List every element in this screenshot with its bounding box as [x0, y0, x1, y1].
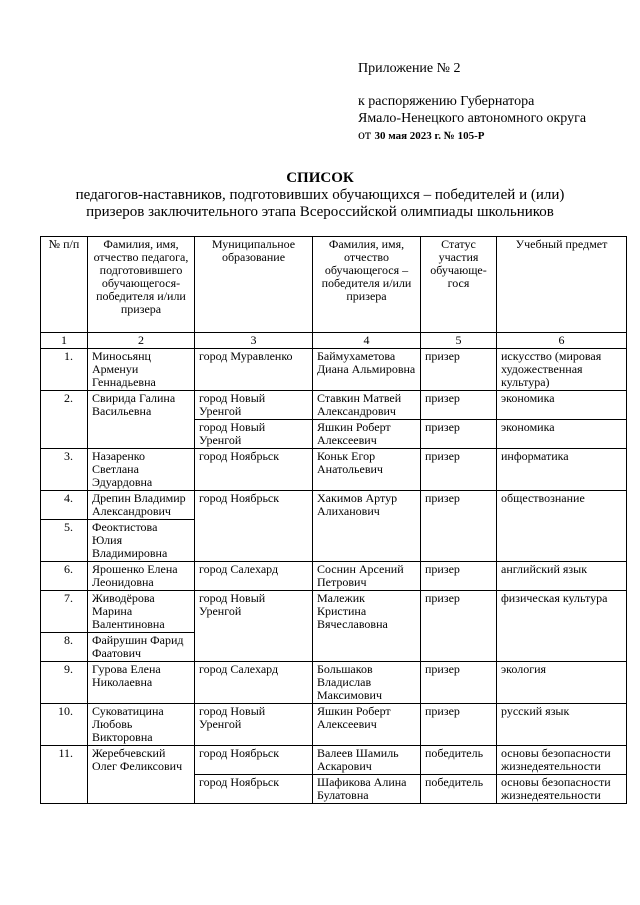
teacher-name: Назаренко Светлана Эдуардовна — [88, 449, 195, 491]
header-cell: Учебный предмет — [497, 237, 627, 333]
municipality: город Ноябрьск — [195, 449, 313, 491]
student-name: Яшкин Роберт Алексеевич — [313, 704, 421, 746]
row-number: 11. — [41, 746, 88, 804]
row-number: 9. — [41, 662, 88, 704]
student-name: Коньк Егор Анатольевич — [313, 449, 421, 491]
subject: экология — [497, 662, 627, 704]
table-row — [41, 449, 627, 491]
appendix-number: Приложение № 2 — [358, 61, 461, 76]
municipality: город Новый Уренгой — [195, 420, 313, 449]
municipality: город Ноябрьск — [195, 746, 313, 775]
teacher-name: Свирида Галина Васильевна — [88, 391, 195, 449]
teacher-name: Миносьянц Арменуи Геннадьевна — [88, 349, 195, 391]
subject: обществознание — [497, 491, 627, 562]
column-number-row — [41, 333, 627, 349]
document-title — [0, 170, 640, 221]
table-row — [41, 591, 627, 633]
teacher-name: Гурова Елена Николаевна — [88, 662, 195, 704]
row-number: 5. — [41, 520, 88, 562]
municipality: город Салехард — [195, 662, 313, 704]
table-row — [41, 391, 627, 420]
municipality: город Новый Уренгой — [195, 391, 313, 420]
teacher-name: Феоктистова Юлия Владимировна — [88, 520, 195, 562]
teachers-table — [40, 236, 627, 804]
subject: основы безопасности жизнедеятельности — [497, 746, 627, 775]
municipality: город Ноябрьск — [195, 491, 313, 562]
column-number: 3 — [195, 333, 313, 349]
subject: экономика — [497, 391, 627, 420]
status: призер — [421, 449, 497, 491]
column-number: 2 — [88, 333, 195, 349]
title-head: СПИСОК — [286, 170, 354, 186]
student-name: Соснин Арсений Петрович — [313, 562, 421, 591]
row-number: 1. — [41, 349, 88, 391]
status: призер — [421, 349, 497, 391]
teacher-name: Жеребчевский Олег Феликсович — [88, 746, 195, 804]
municipality: город Салехард — [195, 562, 313, 591]
table-row — [41, 349, 627, 391]
table-row — [41, 704, 627, 746]
student-name: Шафикова Алина Булатовна — [313, 775, 421, 804]
status: призер — [421, 391, 497, 420]
subject: английский язык — [497, 562, 627, 591]
status: призер — [421, 562, 497, 591]
header-cell: Муниципальное образование — [195, 237, 313, 333]
subject: русский язык — [497, 704, 627, 746]
row-number: 2. — [41, 391, 88, 449]
header-cell: Фамилия, имя, отчество обучающегося – победителя и/или призера — [313, 237, 421, 333]
column-number: 5 — [421, 333, 497, 349]
student-name: Баймухаметова Диана Альмировна — [313, 349, 421, 391]
appendix-from: от — [358, 128, 371, 143]
appendix-date-line — [358, 127, 586, 145]
status: призер — [421, 420, 497, 449]
municipality: город Новый Уренгой — [195, 591, 313, 662]
student-name: Яшкин Роберт Алексеевич — [313, 420, 421, 449]
status: призер — [421, 704, 497, 746]
student-name: Малежик Кристина Вячеславовна — [313, 591, 421, 662]
teacher-name: Суковатицина Любовь Викторовна — [88, 704, 195, 746]
subject: основы безопасности жизнедеятельности — [497, 775, 627, 804]
appendix-to: к распоряжению Губернатора — [358, 94, 535, 109]
table-row — [41, 746, 627, 775]
appendix-date-number: 30 мая 2023 г. № 105-Р — [374, 130, 485, 142]
row-number: 6. — [41, 562, 88, 591]
student-name: Валеев Шамиль Аскарович — [313, 746, 421, 775]
column-number: 6 — [497, 333, 627, 349]
title-line-1: педагогов-наставников, подготовивших обучающихся – победителей и (или) — [75, 187, 565, 203]
student-name: Ставкин Матвей Александрович — [313, 391, 421, 420]
municipality: город Ноябрьск — [195, 775, 313, 804]
table-row — [41, 491, 627, 520]
row-number: 10. — [41, 704, 88, 746]
municipality: город Муравленко — [195, 349, 313, 391]
table-row — [41, 662, 627, 704]
subject: искусство (мировая художественная культура) — [497, 349, 627, 391]
title-line-2: призеров заключительного этапа Всероссийской олимпиады школьников — [86, 204, 554, 220]
row-number: 3. — [41, 449, 88, 491]
teacher-name: Дрепин Владимир Александрович — [88, 491, 195, 520]
teacher-name: Ярошенко Елена Леонидовна — [88, 562, 195, 591]
column-number: 1 — [41, 333, 88, 349]
status: призер — [421, 491, 497, 562]
teacher-name: Файрушин Фарид Фаатович — [88, 633, 195, 662]
header-cell: Фамилия, имя, отчество педагога, подготовившего обучающегося-победителя и/или призера — [88, 237, 195, 333]
header-row — [41, 237, 627, 333]
subject: физическая культура — [497, 591, 627, 662]
header-cell: Статус участия обучающе-гося — [421, 237, 497, 333]
row-number: 7. — [41, 591, 88, 633]
column-number: 4 — [313, 333, 421, 349]
status: победитель — [421, 775, 497, 804]
status: призер — [421, 662, 497, 704]
header-cell: № п/п — [41, 237, 88, 333]
status: призер — [421, 591, 497, 662]
status: победитель — [421, 746, 497, 775]
row-number: 8. — [41, 633, 88, 662]
student-name: Хакимов Артур Алиханович — [313, 491, 421, 562]
subject: экономика — [497, 420, 627, 449]
table-row — [41, 562, 627, 591]
teacher-name: Живодёрова Марина Валентиновна — [88, 591, 195, 633]
row-number: 4. — [41, 491, 88, 520]
student-name: Большаков Владислав Максимович — [313, 662, 421, 704]
subject: информатика — [497, 449, 627, 491]
appendix-block — [358, 60, 586, 145]
appendix-region: Ямало-Ненецкого автономного округа — [358, 111, 587, 126]
municipality: город Новый Уренгой — [195, 704, 313, 746]
